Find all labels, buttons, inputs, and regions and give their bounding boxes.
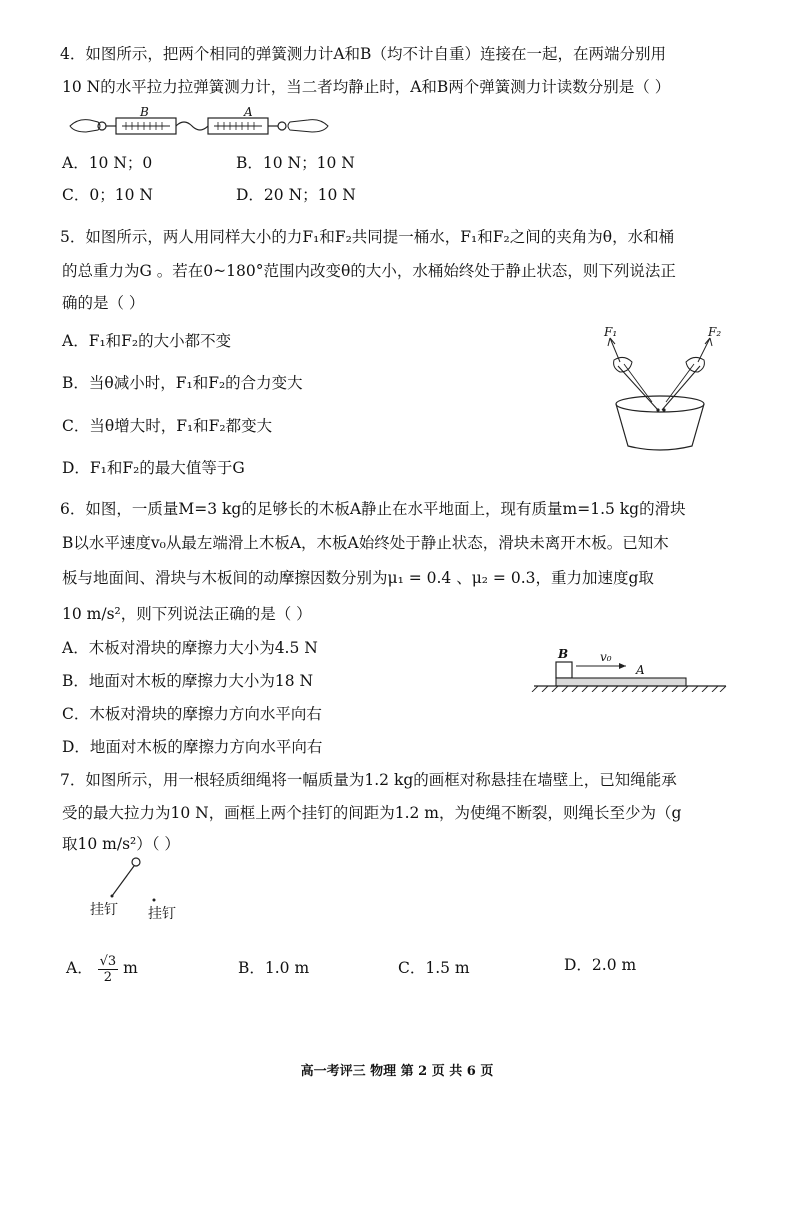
q7-option-b[interactable]: B．1.0 m bbox=[238, 959, 310, 977]
q6-figure-label-v0: v₀ bbox=[600, 650, 612, 664]
q4-option-b[interactable]: B．10 N；10 N bbox=[236, 154, 355, 172]
q5-line-1: 5．如图所示，两人用同样大小的力F₁和F₂共同提一桶水，F₁和F₂之间的夹角为θ，水和桶 bbox=[60, 228, 675, 246]
q7-figure-label-nail-2: 挂钉 bbox=[148, 906, 176, 922]
q6-figure-label-b: B bbox=[558, 647, 569, 661]
q6-option-c[interactable]: C．木板对滑块的摩擦力方向水平向右 bbox=[62, 705, 322, 723]
q7-option-a-unit: m bbox=[123, 959, 138, 977]
q7-line-3: 取10 m/s²）（ ） bbox=[62, 835, 180, 853]
q6-line-4: 10 m/s²，则下列说法正确的是（ ） bbox=[62, 605, 312, 623]
q5-figure-label-f1: F₁ bbox=[604, 325, 618, 339]
q7-option-a-numerator: √3 bbox=[99, 953, 117, 969]
q5-option-a[interactable]: A．F₁和F₂的大小都不变 bbox=[62, 332, 232, 350]
spring-scales-figure bbox=[68, 104, 330, 140]
q7-line-2: 受的最大拉力为10 N，画框上两个挂钉的间距为1.2 m，为使绳不断裂，则绳长至少为（g bbox=[62, 804, 682, 822]
q4-option-d[interactable]: D．20 N；10 N bbox=[236, 186, 356, 204]
q4-figure-label-b: B bbox=[140, 105, 149, 119]
q7-option-a-prefix: A． bbox=[66, 959, 93, 977]
q6-line-1: 6．如图，一质量M=3 kg的足够长的木板A静止在水平地面上，现有质量m=1.5 kg的滑块 bbox=[60, 500, 686, 518]
q5-line-2: 的总重力为G 。若在0~180°范围内改变θ的大小，水桶始终处于静止状态，则下列说法正 bbox=[62, 262, 676, 280]
q5-option-c[interactable]: C．当θ增大时，F₁和F₂都变大 bbox=[62, 417, 273, 435]
q6-line-2: B以水平速度v₀从最左端滑上木板A，木板A始终处于静止状态，滑块未离开木板。已知木 bbox=[62, 534, 669, 552]
q4-option-c[interactable]: C．0；10 N bbox=[62, 186, 153, 204]
q7-option-c[interactable]: C．1.5 m bbox=[398, 959, 470, 977]
q5-line-3: 确的是（ ） bbox=[62, 294, 145, 312]
q6-figure-label-a: A bbox=[636, 663, 645, 677]
q7-option-a-fraction bbox=[98, 954, 119, 985]
q6-line-3: 板与地面间、滑块与木板间的动摩擦因数分别为μ₁ = 0.4 、μ₂ = 0.3，重力加速度g取 bbox=[62, 569, 654, 587]
q7-option-a[interactable] bbox=[66, 948, 138, 988]
q4-option-a[interactable]: A．10 N；0 bbox=[62, 154, 153, 172]
q4-line-2: 10 N的水平拉力拉弹簧测力计，当二者均静止时，A和B两个弹簧测力计读数分别是（ ） bbox=[62, 78, 671, 96]
q5-figure-label-f2: F₂ bbox=[708, 325, 722, 339]
q5-option-b[interactable]: B．当θ减小时，F₁和F₂的合力变大 bbox=[62, 374, 303, 392]
q7-option-a-denominator: 2 bbox=[103, 969, 113, 985]
q4-line-1: 4．如图所示，把两个相同的弹簧测力计A和B（均不计自重）连接在一起，在两端分别用 bbox=[60, 45, 666, 63]
q6-option-a[interactable]: A．木板对滑块的摩擦力大小为4.5 N bbox=[62, 639, 318, 657]
q7-figure-label-nail-1: 挂钉 bbox=[90, 902, 118, 918]
q6-option-d[interactable]: D．地面对木板的摩擦力方向水平向右 bbox=[62, 738, 323, 756]
page-footer: 高一考评三 物理 第 2 页 共 6 页 bbox=[300, 1064, 494, 1079]
q6-option-b[interactable]: B．地面对木板的摩擦力大小为18 N bbox=[62, 672, 314, 690]
q7-option-d[interactable]: D．2.0 m bbox=[564, 956, 637, 974]
q4-figure-label-a: A bbox=[244, 105, 253, 119]
q5-option-d[interactable]: D．F₁和F₂的最大值等于G bbox=[62, 459, 245, 477]
q7-line-1: 7．如图所示，用一根轻质细绳将一幅质量为1.2 kg的画框对称悬挂在墙壁上，已知绳能承 bbox=[60, 771, 677, 789]
